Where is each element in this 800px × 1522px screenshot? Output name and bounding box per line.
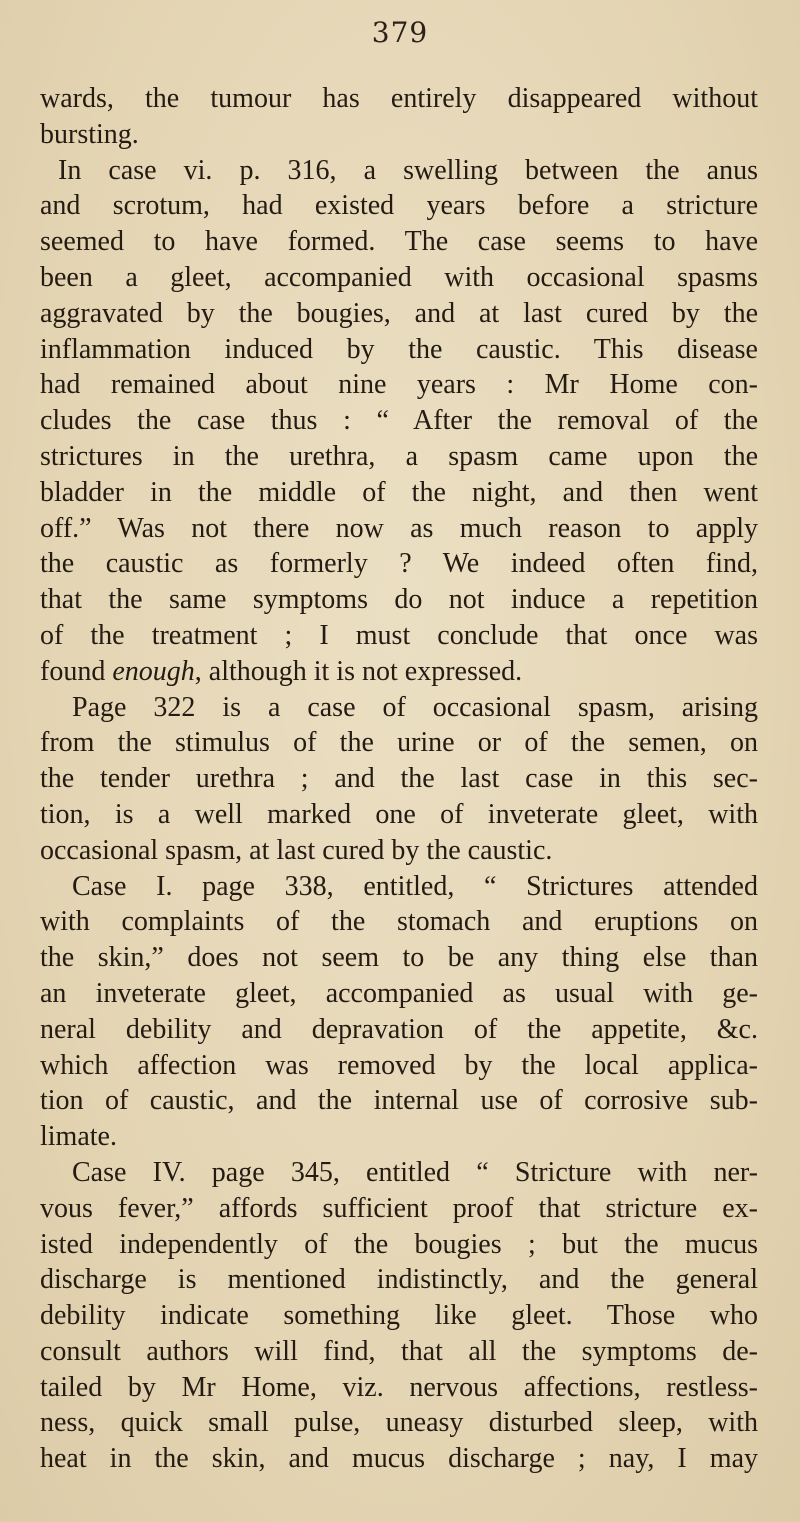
text-line: tion, is a well marked one of inveterate gleet, with <box>40 798 758 830</box>
text-line: and scrotum, had existed years before a stricture <box>40 190 758 222</box>
text-line: an inveterate gleet, accompanied as usual with ge- <box>40 977 758 1009</box>
text-line: Page 322 is a case of occasional spasm, arising <box>72 691 758 723</box>
text-line: of the treatment ; I must conclude that once was <box>40 619 758 651</box>
text-line: wards, the tumour has entirely disappeared without <box>40 83 758 114</box>
text-line: ness, quick small pulse, uneasy disturbed sleep, with <box>40 1407 758 1439</box>
text-run: found <box>40 655 113 687</box>
text-line: heat in the skin, and mucus discharge ; nay, I may <box>40 1443 758 1475</box>
text-line: off.” Was not there now as much reason to apply <box>40 512 758 544</box>
text-line: tailed by Mr Home, viz. nervous affections, restless- <box>40 1371 758 1403</box>
text-line <box>40 654 758 690</box>
text-line: been a gleet, accompanied with occasional spasms <box>40 261 758 293</box>
body-text <box>40 81 758 1477</box>
text-line: from the stimulus of the urine or of the semen, on <box>40 727 758 759</box>
text-line: occasional spasm, at last cured by the caustic. <box>40 834 553 866</box>
page-number: 379 <box>371 16 429 49</box>
text-line: consult authors will find, that all the symptoms de- <box>40 1335 758 1367</box>
text-line: bladder in the middle of the night, and then went <box>40 476 758 508</box>
text-line: the tender urethra ; and the last case in this sec- <box>40 763 758 795</box>
text-line: discharge is mentioned indistinctly, and the general <box>40 1264 758 1296</box>
text-line: the skin,” does not seem to be any thing else than <box>40 942 758 974</box>
text-line: limate. <box>40 1121 117 1153</box>
text-line: vous fever,” affords sufficient proof that stricture ex- <box>40 1192 758 1224</box>
text-line: aggravated by the bougies, and at last cured by the <box>40 297 758 329</box>
text-line: Case I. page 338, entitled, “ Strictures attended <box>72 870 758 902</box>
text-line: cludes the case thus : “ After the removal of the <box>40 405 758 437</box>
text-line: seemed to have formed. The case seems to have <box>40 226 758 258</box>
text-line: the caustic as formerly ? We indeed often find, <box>40 548 758 580</box>
text-line: tion of caustic, and the internal use of corrosive sub- <box>40 1085 758 1117</box>
text-run: , although it is not expressed. <box>194 655 523 687</box>
text-line: debility indicate something like gleet. Those who <box>40 1300 758 1332</box>
text-line: Case IV. page 345, entitled “ Stricture with ner- <box>72 1156 758 1188</box>
emphasized-word: enough <box>112 655 195 687</box>
text-line: had remained about nine years : Mr Home con- <box>40 369 758 401</box>
text-line: isted independently of the bougies ; but the mucus <box>40 1228 758 1260</box>
text-line: which affection was removed by the local applica- <box>40 1049 758 1081</box>
text-line: that the same symptoms do not induce a repetition <box>40 584 758 616</box>
text-line: neral debility and depravation of the appetite, &c. <box>40 1013 758 1045</box>
text-line: In case vi. p. 316, a swelling between the anus <box>58 154 758 186</box>
text-line: strictures in the urethra, a spasm came upon the <box>40 440 758 472</box>
text-line: inflammation induced by the caustic. This disease <box>40 333 758 365</box>
text-line: bursting. <box>40 118 139 150</box>
text-line: with complaints of the stomach and eruptions on <box>40 906 758 938</box>
